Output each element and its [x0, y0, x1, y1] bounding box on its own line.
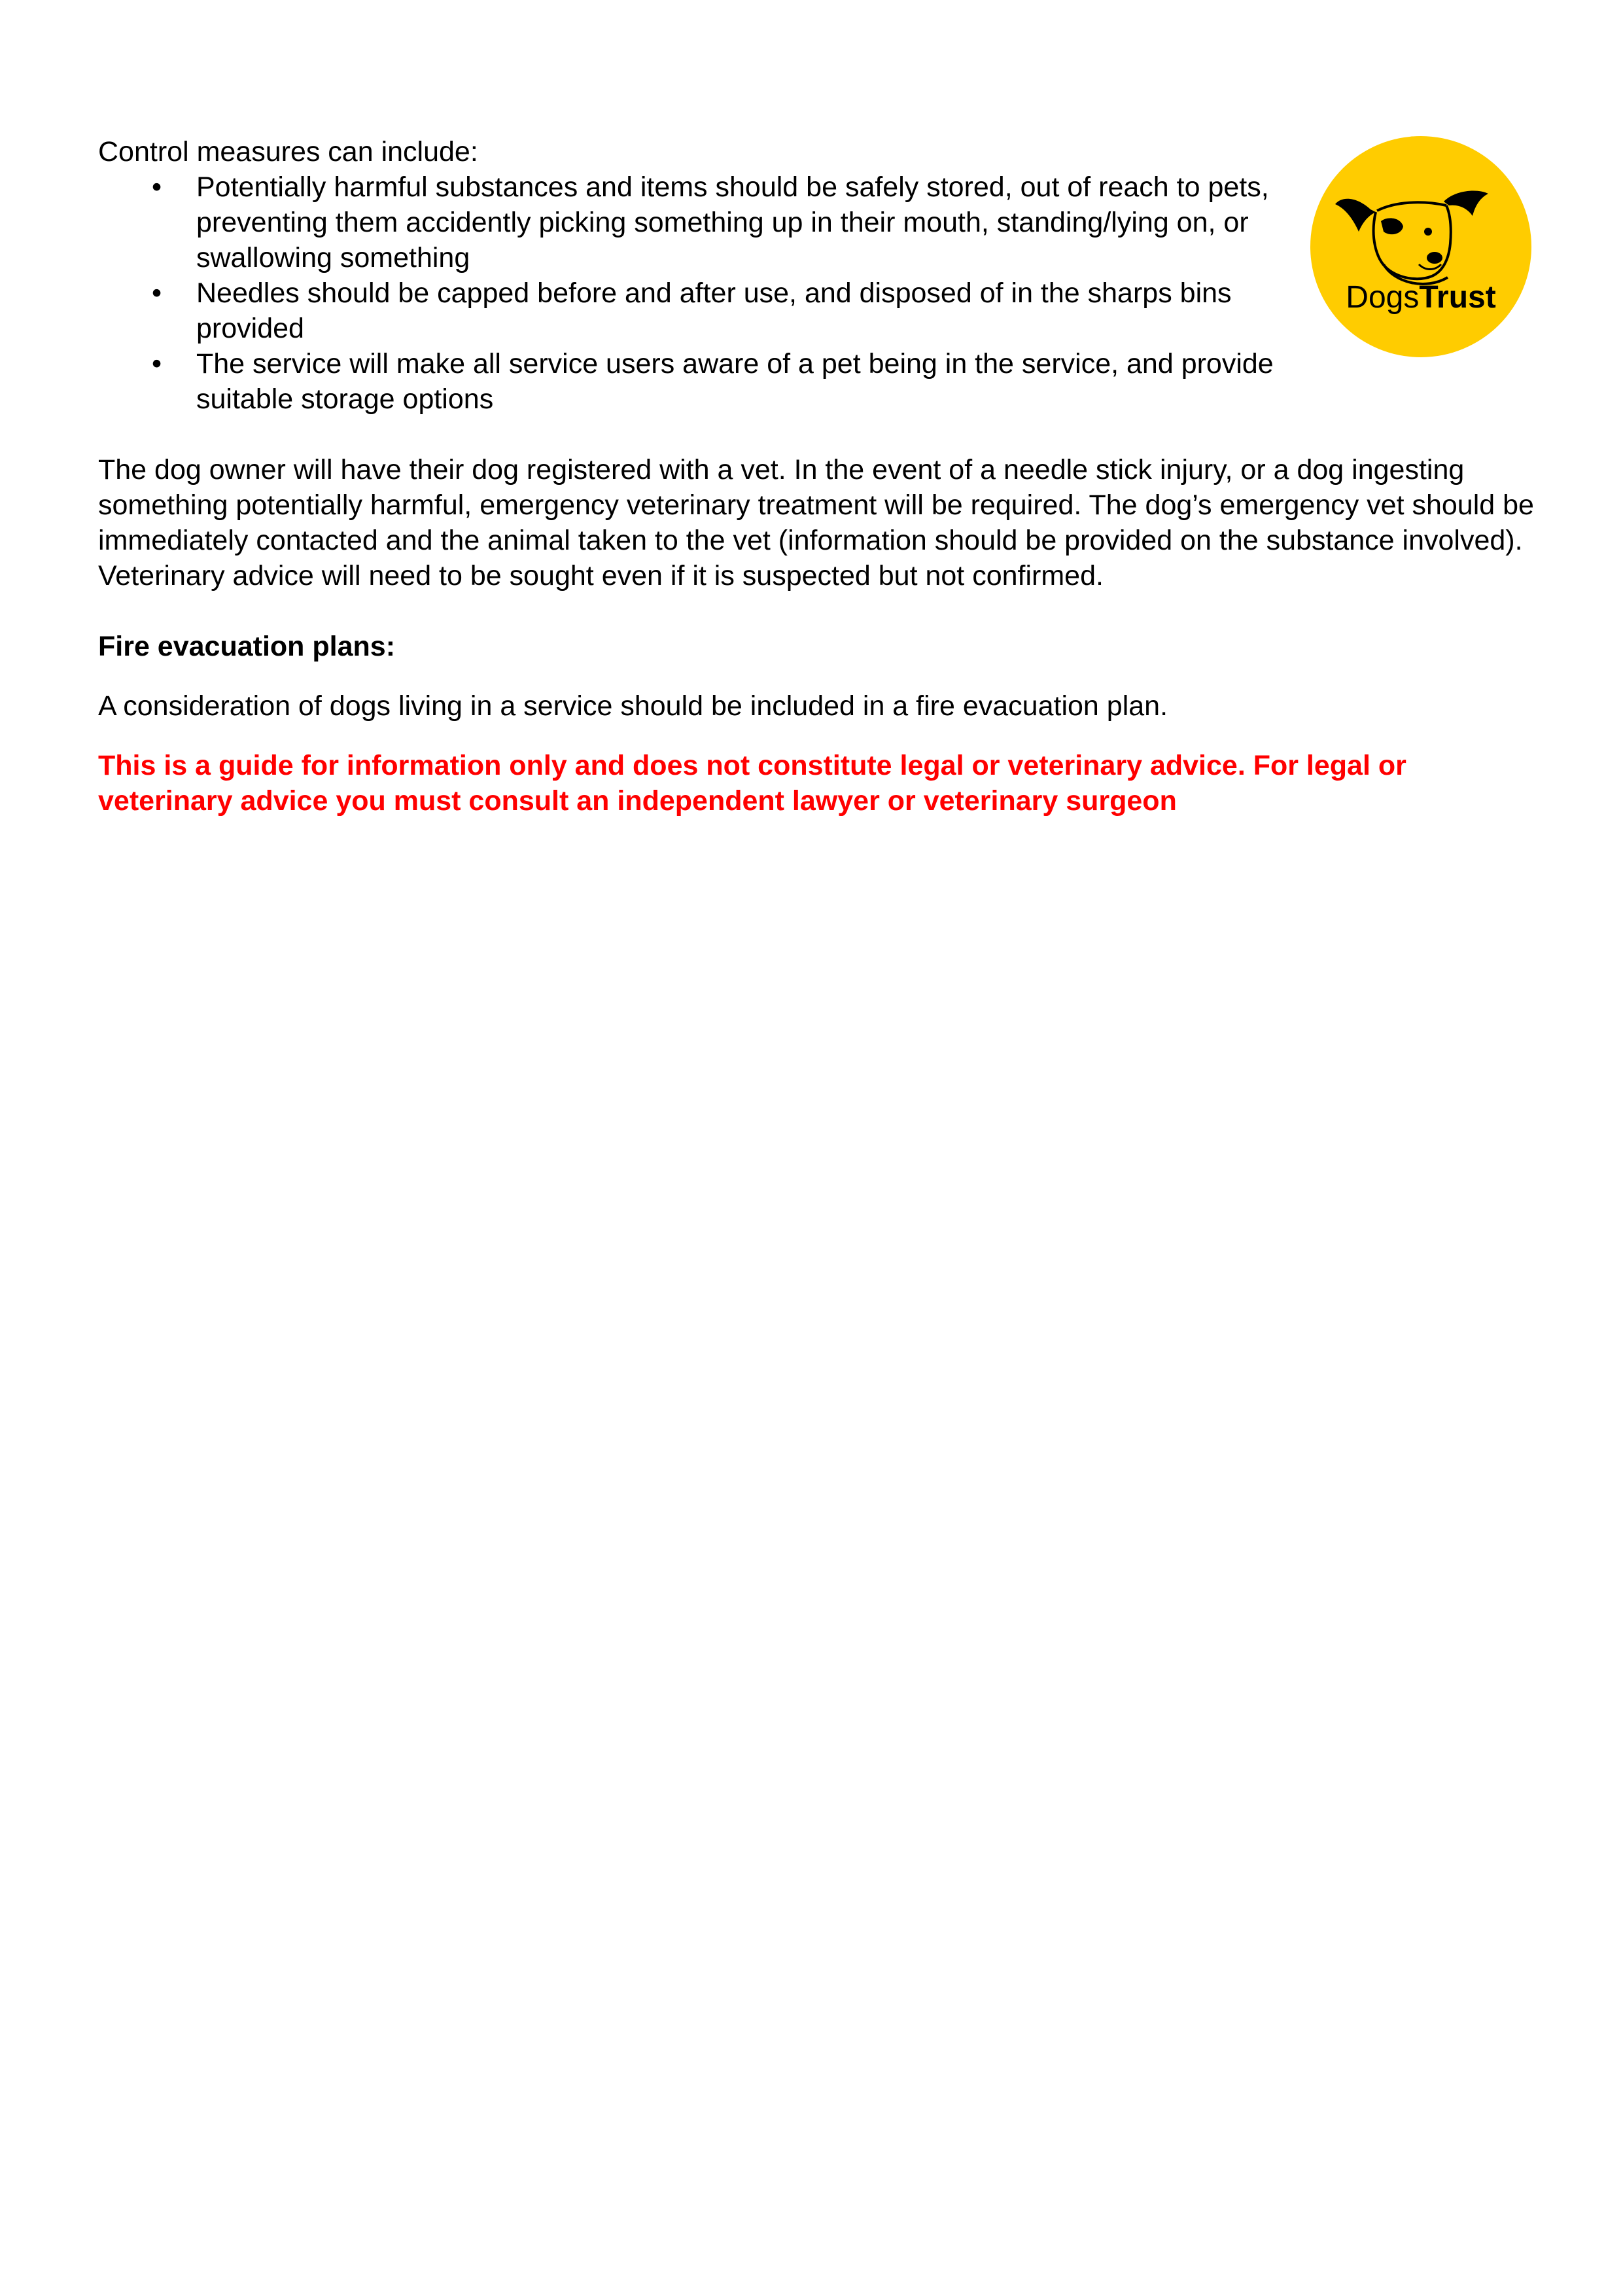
list-item-text: Needles should be capped before and after use, and disposed of in the sharps bins provided	[196, 277, 1232, 344]
svg-text:DogsTrust	[1346, 280, 1495, 315]
fire-evacuation-heading: Fire evacuation plans:	[98, 631, 396, 662]
list-item	[98, 346, 1289, 417]
list-item	[98, 169, 1289, 275]
fire-evacuation-text: A consideration of dogs living in a service should be included in a fire evacuation plan.	[98, 690, 1168, 722]
list-item	[98, 275, 1289, 346]
bullet-icon: •	[152, 348, 162, 380]
logo-text-bold: Trust	[1419, 280, 1496, 315]
list-item-text: The service will make all service users aware of a pet being in the service, and provide suitable storage options	[196, 348, 1274, 415]
disclaimer-text: This is a guide for information only and does not constitute legal or veterinary advice. For legal or veterinary advice you must consult an independent lawyer or veterinary surgeon	[98, 750, 1406, 817]
bullet-icon: •	[152, 171, 162, 203]
control-measures-list	[98, 169, 1289, 417]
intro-text: Control measures can include:	[98, 136, 478, 168]
logo-text-regular: Dogs	[1346, 280, 1420, 315]
list-item-text: Potentially harmful substances and items should be safely stored, out of reach to pets, preventing them accidently picking something up in their mouth, standing/lying on, or swallowing something	[196, 171, 1269, 274]
dog-face-icon	[1310, 136, 1531, 357]
bullet-icon: •	[152, 277, 162, 309]
dogs-trust-logo	[1310, 136, 1531, 357]
vet-paragraph: The dog owner will have their dog registered with a vet. In the event of a needle stick injury, or a dog ingesting something potentially harmful, emergency veterinary treatment will be required. The dog’s emergency vet should be immediately contacted and the animal taken to the vet (information should be provided on the substance involved). Veterinary advice will need to be sought even if it is suspected but not confirmed.	[98, 454, 1534, 592]
